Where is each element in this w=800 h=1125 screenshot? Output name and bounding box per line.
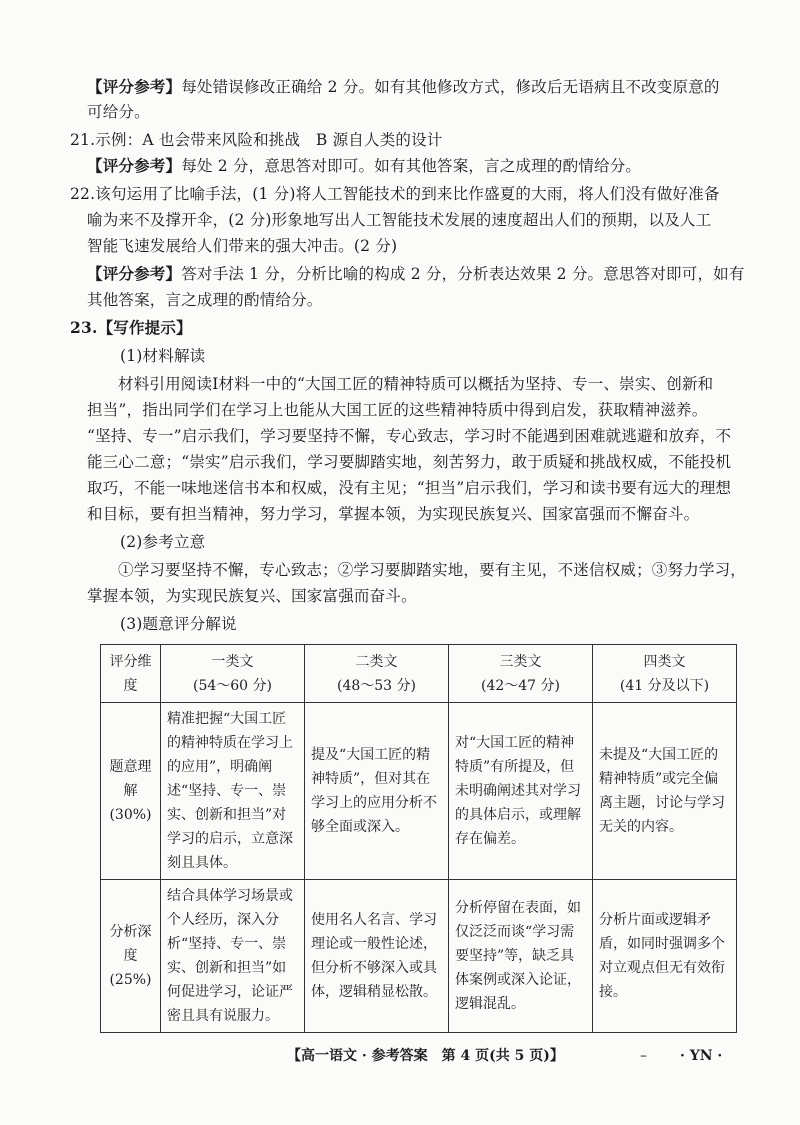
text-line: 材料引用阅读Ⅰ材料一中的“大国工匠的精神特质可以概括为坚持、专一、崇实、创新和 — [118, 375, 714, 393]
table-cell: 分析片面或逻辑矛盾，如同时强调多个对立观点但无有效衔接。 — [593, 880, 737, 1033]
table-cell: 使用名人名言、学习理论或一般性论述，但分析不够深入或具体，逻辑稍显松散。 — [305, 880, 449, 1033]
page-footer — [0, 1046, 800, 1066]
footer-dash: – — [640, 1048, 647, 1064]
text-line: 其他答案，言之成理的酌情给分。 — [87, 291, 323, 309]
footer-code: · YN · — [680, 1048, 723, 1064]
section-heading: (1)材料解读 — [120, 347, 206, 365]
text-line: 担当”，指出同学们在学习上也能从大国工匠的这些精神特质中得到启发，获取精神滋养。 — [87, 401, 708, 419]
table-cell: 对“大国工匠的精神特质”有所提及，但未明确阐述其对学习的具体启示，或理解存在偏差。 — [449, 703, 593, 880]
table-header-cell: 二类文 (48～53 分) — [305, 645, 449, 703]
table-row — [101, 703, 737, 880]
table-row — [101, 880, 737, 1033]
text-line: 智能飞速发展给人们带来的强大冲击。(2 分) — [87, 237, 398, 255]
text-line: 喻为来不及撑开伞，(2 分)形象地写出人工智能技术发展的速度超出人们的预期，以及人工 — [87, 211, 712, 229]
answer-22: 22.该句运用了比喻手法，(1 分)将人工智能技术的到来比作盛夏的大雨，将人们没有做好准备 — [70, 185, 720, 203]
table-header-cell: 三类文 (42～47 分) — [449, 645, 593, 703]
text-line: 可给分。 — [87, 103, 150, 121]
section-heading: (3)题意评分解说 — [120, 615, 237, 633]
table-cell: 分析停留在表面，如仅泛泛而谈“学习需要坚持”等，缺乏具体案例或深入论证，逻辑混乱。 — [449, 880, 593, 1033]
scoring-note-22: 【评分参考】答对手法 1 分，分析比喻的构成 2 分，分析表达效果 2 分。意思答对即可，如有 — [87, 264, 745, 283]
text-line: “坚持、专一”启示我们，学习要坚持不懈，专心致志，学习时不能遇到困难就逃避和放弃，不 — [87, 427, 732, 445]
text-line: 和目标，要有担当精神，努力学习，掌握本领，为实现民族复兴、国家富强而不懈奋斗。 — [87, 505, 700, 523]
text-line: 取巧，不能一味地迷信书本和权威，没有主见；“担当”启示我们，学习和读书要有远大的理想 — [87, 479, 732, 497]
scoring-note-20: 【评分参考】每处错误修改正确给 2 分。如有其他修改方式，修改后无语病且不改变原意的 — [87, 77, 720, 96]
text-line: 掌握本领，为实现民族复兴、国家富强而奋斗。 — [87, 587, 417, 605]
dimension-cell: 分析深度 (25%) — [101, 880, 161, 1033]
table-cell: 提及“大国工匠的精神特质”，但对其在学习上的应用分析不够全面或深入。 — [305, 703, 449, 880]
table-cell: 精准把握“大国工匠的精神特质在学习上的应用”，明确阐述“坚持、专一、崇实、创新和担当”对学习的启示，立意深刻且具体。 — [161, 703, 305, 880]
scoring-note-21: 【评分参考】每处 2 分，意思答对即可。如有其他答案，言之成理的酌情给分。 — [87, 156, 642, 175]
writing-tips-heading: 23.【写作提示】 — [70, 318, 192, 337]
table-header-cell: 评分维度 — [101, 645, 161, 703]
dimension-cell: 题意理解 (30%) — [101, 703, 161, 880]
section-heading: (2)参考立意 — [120, 533, 206, 551]
answer-21: 21.示例：A 也会带来风险和挑战 B 源自人类的设计 — [70, 131, 443, 149]
table-header-cell: 一类文 (54～60 分) — [161, 645, 305, 703]
table-header-row — [101, 645, 737, 703]
table-cell: 未提及“大国工匠的精神特质”或完全偏离主题，讨论与学习无关的内容。 — [593, 703, 737, 880]
table-header-cell: 四类文 (41 分及以下) — [593, 645, 737, 703]
table-cell: 结合具体学习场景或个人经历，深入分析“坚持、专一、崇实、创新和担当”如何促进学习，论证严密且具有说服力。 — [161, 880, 305, 1033]
text-line: 能三心二意；“崇实”启示我们，学习要脚踏实地，刻苦努力，敢于质疑和挑战权威，不能投机 — [87, 453, 732, 471]
grading-table — [100, 644, 737, 1033]
text-line: ①学习要坚持不懈，专心致志；②学习要脚踏实地，要有主见，不迷信权威；③努力学习， — [118, 561, 747, 579]
footer-page-info: 【高一语文 · 参考答案 第 4 页(共 5 页)】 — [287, 1048, 564, 1064]
